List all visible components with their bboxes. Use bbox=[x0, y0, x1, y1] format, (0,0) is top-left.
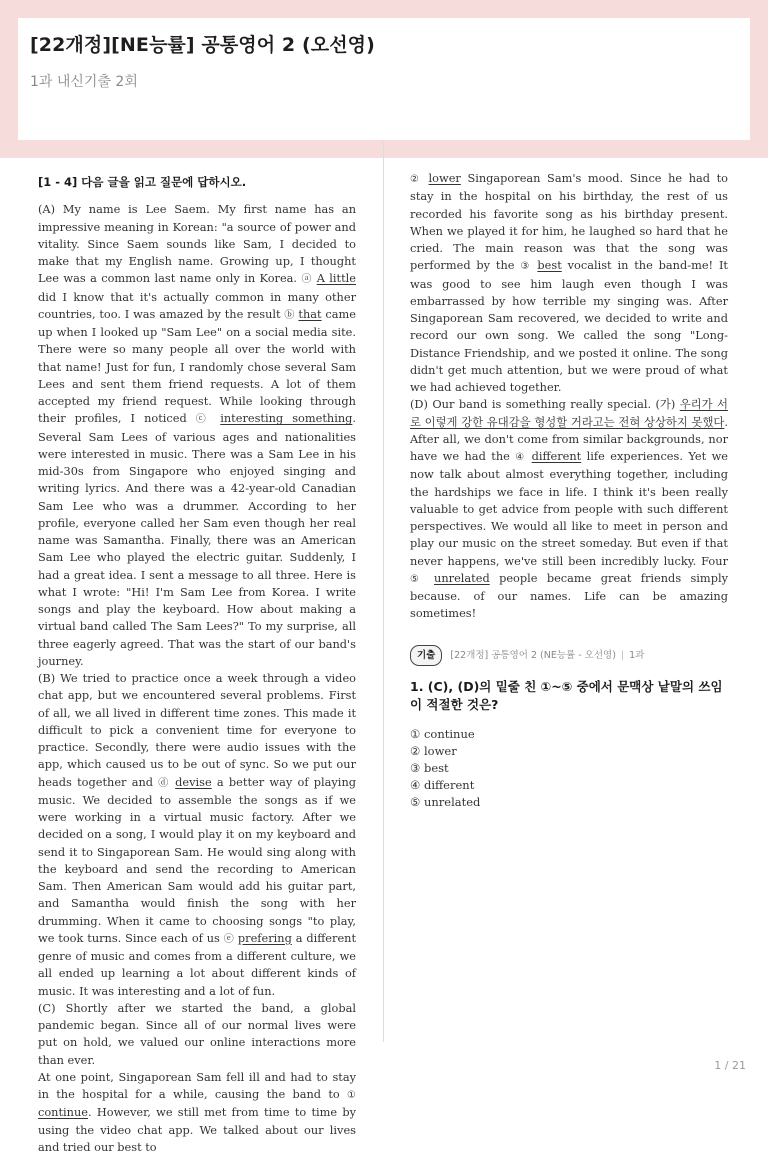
text: (A) My name is Lee Saem. My first name has an impressive meaning in Korean: "a source of power and vitality. Since Saem sounds like Sam, I decided to make that my English name. Growing up, I thought Lee was a common last name only in Korea. bbox=[38, 202, 356, 286]
underlined-phrase: prefering bbox=[237, 930, 292, 945]
text: a better way of playing music. We decided to assemble the songs as if we were working in a virtual music factory. After we decided on a song, I would play it on my keyboard and send it to Singaporean Sam. He would sing along with the keyboard and send the recording to American Sam. Then American Sam would add his guitar part, and Samantha would finish the song with her drumming. When it came to choosing songs "to play, we took turns. Since each of us bbox=[38, 774, 357, 945]
option-1[interactable]: ① continue bbox=[410, 726, 475, 741]
paragraph-c-cont bbox=[38, 1069, 356, 1156]
lesson-label: 1과 bbox=[629, 649, 645, 661]
text: Singaporean Sam's mood. Since he had to stay in the hospital on his birthday, the rest of us recorded his favorite song as his birthday present. When we played it for him, he laughed so hard that he cried. The main reason was that the song was performed by the bbox=[410, 171, 729, 273]
paragraph-d bbox=[410, 396, 728, 622]
text: did I know that it's actually common in many other countries, too. I was amazed by the result bbox=[38, 289, 356, 321]
text: life experiences. Yet we now talk about almost everything together, including the hardships we face in life. I think it's been really valuable to get advice from people with such different perspectives. We would all like to meet in person and play our music on the street someday. But even if that never happens, we've still been incredibly lucky. Four bbox=[410, 449, 729, 568]
marker: ③ bbox=[520, 261, 532, 273]
text: (B) We tried to practice once a week through a video chat app, but we encountered several problems. First of all, we all lived in different time zones. This made it difficult to pick a convenient time for everyone to practice. Secondly, there were audio issues with the app, which caused us to be out of sync. So we put our heads together and bbox=[38, 671, 356, 789]
right-column bbox=[410, 170, 728, 811]
text: . After all, we don't come from similar backgrounds, nor have we had the bbox=[410, 414, 728, 463]
marker: ⑤ bbox=[410, 573, 425, 585]
instruction: [1 - 4] 다음 글을 읽고 질문에 답하시오. bbox=[38, 175, 247, 189]
text: . Several Sam Lees of various ages and nationalities were interested in music. There was a Sam Lee in his mid-30s from Singapore who enjoyed singing and writing lyrics. And there was a 42-year-old Canadian Sam Lee who was a drummer. According to her profile, everyone called her Sam even though her real name was Samantha. Finally, there was an American Sam Lee who played the electric guitar. Suddenly, I had a great idea. I sent a message to all three. Here is what I wrote: "Hi! I'm Sam Lee from Korea. I write songs and play the keyboard. How about making a virtual band called The Sam Lees?" To my surprise, all three eagerly agreed. That was the start of our band's journey. bbox=[38, 411, 356, 668]
paragraph-c bbox=[38, 1000, 356, 1069]
text: . However, we still met from time to time by using the video chat app. We talked about our lives and tried our best to bbox=[38, 1105, 356, 1154]
marker: ① bbox=[347, 1090, 356, 1101]
marker: ⓔ bbox=[223, 933, 235, 945]
page-number: 1 / 21 bbox=[714, 1059, 746, 1072]
option-5[interactable]: ⑤ unrelated bbox=[410, 794, 481, 809]
marker: ⓑ bbox=[284, 309, 295, 321]
marker: ⓓ bbox=[158, 777, 170, 789]
underlined-phrase: A little bbox=[316, 271, 357, 286]
left-column bbox=[38, 170, 356, 1156]
text: (D) Our band is something really special. (가) bbox=[410, 397, 680, 412]
underlined-phrase: continue bbox=[38, 1105, 89, 1120]
marker: ⓐ bbox=[301, 274, 313, 286]
marker: ② bbox=[410, 174, 422, 185]
paragraph-b bbox=[38, 670, 356, 1000]
answer-options bbox=[410, 726, 728, 811]
text: came up when I looked up "Sam Lee" on a social media site. There were so many people all over the world with that name! Just for fun, I randomly chose several Sam Lees and sent them friend requests. A lot of them accepted my friend request. While looking through their profiles, I noticed bbox=[38, 306, 356, 426]
underlined-phrase: unrelated bbox=[434, 570, 490, 585]
marker: ⓒ bbox=[195, 414, 212, 426]
underlined-phrase: lower bbox=[428, 171, 461, 185]
underlined-phrase: interesting something bbox=[220, 411, 353, 426]
underlined-phrase: best bbox=[537, 258, 562, 273]
text: (C) Shortly after we started the band, a global pandemic began. Since all of our normal lives were put on hold, we valued our online interactions more than ever. bbox=[38, 1000, 356, 1067]
text: a different genre of music and comes from a different culture, we all ended up learning a lot about different kinds of music. It was interesting and a lot of fun. bbox=[38, 930, 357, 998]
text: vocalist in the band-me! It was good to see him laugh even though I was embarrassed by how terrible my singing was. After Singaporean Sam recovered, we decided to write and record our own song. We called the song "Long-Distance Friendship, and we posted it online. The song didn't get much attention, but we were proud of what we had achieved together. bbox=[410, 258, 728, 394]
column-divider bbox=[383, 142, 384, 1042]
separator: | bbox=[620, 649, 625, 661]
page-title: [22개정][NE능률] 공통영어 2 (오선영) bbox=[30, 34, 375, 56]
option-2[interactable]: ② lower bbox=[410, 743, 457, 758]
underlined-phrase: that bbox=[298, 306, 322, 321]
source-label: [22개정] 공통영어 2 (NE능률 - 오선영) bbox=[450, 649, 616, 661]
page-subtitle: 1과 내신기출 2회 bbox=[30, 74, 138, 90]
underlined-phrase: different bbox=[531, 449, 582, 463]
text: people became great friends simply because. of our names. Life can be amazing sometimes! bbox=[410, 570, 728, 621]
text: At one point, Singaporean Sam fell ill and had to stay in the hospital for a while, causing the band to bbox=[38, 1069, 356, 1101]
paragraph-a bbox=[38, 201, 356, 670]
underlined-phrase: devise bbox=[175, 774, 212, 789]
underlined-korean: 우리가 서로 이렇게 강한 유대감을 형성할 거라고는 전혀 상상하지 못했다 bbox=[410, 397, 728, 429]
question-source-tag bbox=[410, 645, 728, 666]
option-4[interactable]: ④ different bbox=[410, 777, 475, 792]
marker: ④ bbox=[515, 452, 527, 463]
exam-badge: 기출 bbox=[410, 645, 442, 666]
paragraph-c-end bbox=[410, 170, 728, 396]
question-text: 1. (C), (D)의 밑줄 친 ①~⑤ 중에서 문맥상 낱말의 쓰임이 적절한 것은? bbox=[410, 678, 723, 712]
option-3[interactable]: ③ best bbox=[410, 760, 449, 775]
